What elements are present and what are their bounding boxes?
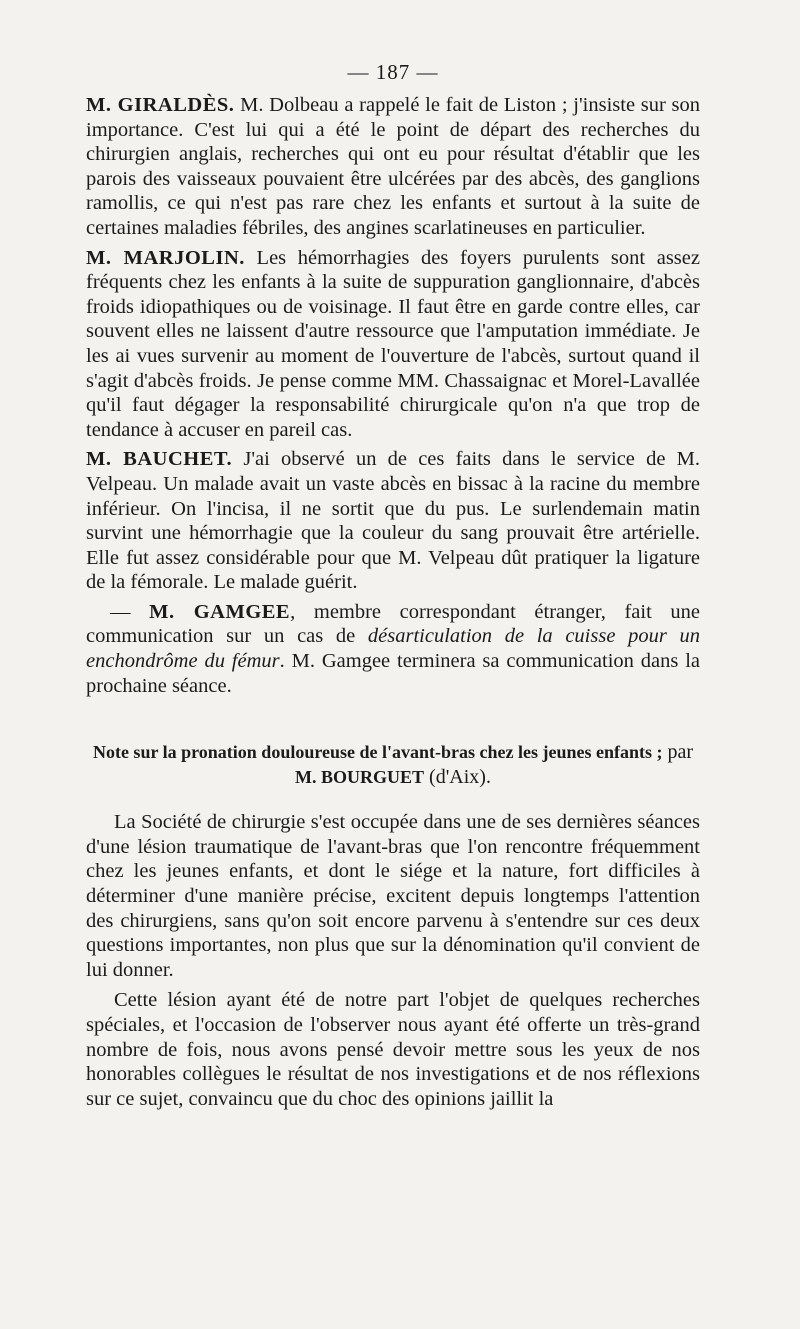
section-place: (d'Aix). xyxy=(424,766,491,789)
section-author: M. BOURGUET xyxy=(295,767,425,788)
paragraph-text: . M. Gamgee terminera sa communication dans la prochaine séance. xyxy=(86,650,700,697)
section-title-text: Note sur la pronation douloureuse de l'avant-bras chez les jeunes enfants ; xyxy=(92,742,663,763)
paragraph-text: , membre correspondant étranger, fait une communication sur un cas de xyxy=(86,600,701,648)
speaker-name: M. BAUCHET. xyxy=(86,448,233,471)
paragraph-marjolin xyxy=(86,246,700,443)
em-dash: — xyxy=(110,600,150,623)
paragraph-text: M. Dolbeau a rappelé le fait de Liston ; j'insiste sur son importance. C'est lui qui a été le point de départ des recherches du chirurgien anglais, recherches qui ont eu pour résultat d'établir que les parois des vaisseaux pouvaient être ulcérées par des abcès, des ganglions ramollis, ce qui n'est pas rare chez les enfants et surtout à la suite de certaines maladies fébriles, des angines scarlatineuses en particulier. xyxy=(86,94,701,239)
speaker-name: M. GIRALDÈS. xyxy=(86,94,235,116)
paragraph-giraldes xyxy=(86,93,700,241)
paragraph-text: J'ai observé un de ces faits dans le service de M. Velpeau. Un malade avait un vaste abcès en bissac à la racine du membre inférieur. On l'incisa, il ne sortit que du pus. Le surlendemain matin survint une hémorrhagie que la couleur du sang prouvait être artérielle. Elle fut assez considérable pour que M. Velpeau dût pratiquer la ligature de la fémorale. Le malade guérit. xyxy=(86,448,700,594)
paragraph-text: Les hémorrhagies des foyers purulents sont assez fréquents chez les enfants à la suite de suppuration ganglionnaire, d'abcès froids idiopathiques ou de voisinage. Il faut être en garde contre elles, car souvent elles ne laissent d'autre ressource que l'amputation immédiate. Je les ai vues survenir au moment de l'ouverture de l'abcès, surtout quand il s'agit d'abcès froids. Je pense comme MM. Chassaignac et Morel-Lavallée qu'il faut dégager la responsabilité chirurgicale qu'on n'a que trop de tendance à accuser en pareil cas. xyxy=(86,246,700,441)
body-paragraph: La Société de chirurgie s'est occupée dans une de ses dernières séances d'une lésion traumatique de l'avant-bras que l'on rencontre fréquemment chez les jeunes enfants, et dont le siége et la nature, fort difficiles à déterminer d'une manière précise, excitent depuis longtemps l'attention des chirurgiens, sans qu'on soit encore parvenu à s'entendre sur ces deux questions importantes, non plus que sur la dénomination qu'il convient de lui donner. xyxy=(86,811,700,981)
section-by: par xyxy=(662,741,694,764)
section-title xyxy=(86,740,700,790)
speaker-name: M. MARJOLIN. xyxy=(86,246,245,269)
paragraph-bauchet xyxy=(86,447,700,595)
paragraph-italic-title: désarticulation de la cuisse pour un enchondrôme du fémur xyxy=(86,625,700,673)
paragraph-gamgee xyxy=(86,600,700,698)
body-paragraph: Cette lésion ayant été de notre part l'objet de quelques recherches spéciales, et l'occasion de l'observer nous ayant été offerte un très-grand nombre de fois, nous avons pensé devoir mettre sous les yeux de nos honorables collègues le résultat de nos investigations et de nos réflexions sur ce sujet, convaincu que du choc des opinions jaillit la xyxy=(86,989,700,1110)
speaker-name: M. GAMGEE xyxy=(149,600,291,623)
page-number: — 187 — xyxy=(347,60,439,84)
